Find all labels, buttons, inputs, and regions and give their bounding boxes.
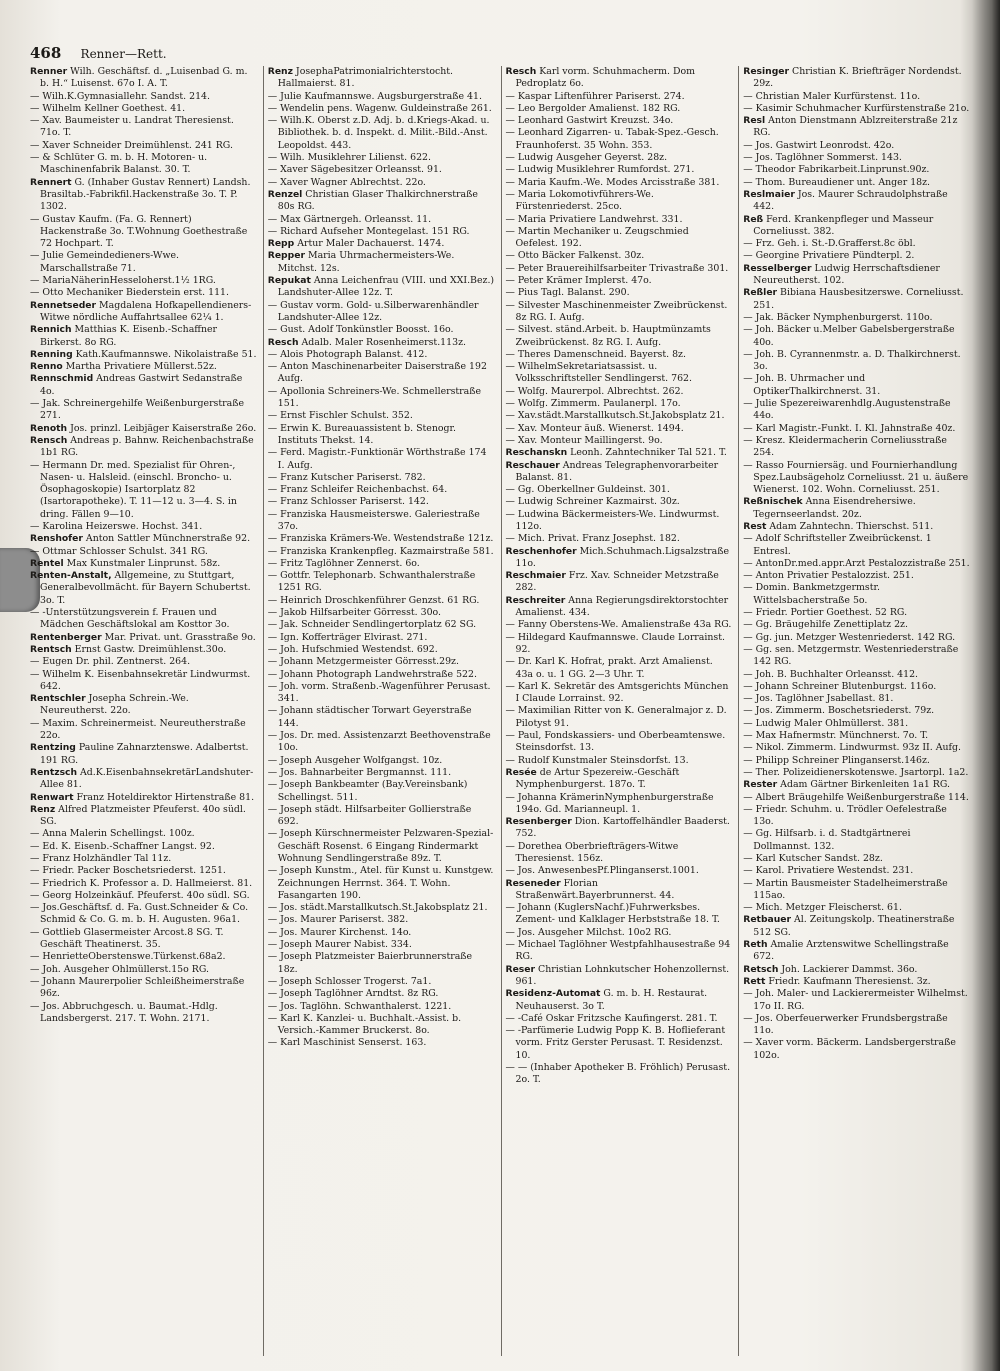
directory-entry: — Ther. Polizeidienerskotenswe. Jsartorpl. 1a2. — [743, 766, 969, 778]
directory-entry: — Hildegard Kaufmannswe. Claude Lorrainst. 92. — [505, 631, 725, 655]
directory-entry: — Fanny Oberstens-We. Amalienstraße 43a RG. — [505, 619, 732, 631]
directory-entry: — Jak. Bäcker Nymphenburgerst. 110o. — [743, 311, 933, 323]
directory-entry: Resinger Christian K. Briefträger Nordendst. 29z. — [743, 66, 962, 90]
directory-entry: — Domin. Bankmetzgermstr. Wittelsbacherstraße 5o. — [743, 582, 880, 606]
directory-entry: — Joh. Hufschmied Westendst. 692. — [267, 643, 438, 655]
directory-entry: — Jos. städt.Marstallkutsch.St.Jakobsplatz 21. — [267, 902, 488, 914]
directory-entry: — Theodor Fabrikarbeit.Linprunst.90z. — [743, 164, 930, 176]
directory-entry: — Xaver Schneider Dreimühlenst. 241 RG. — [30, 139, 233, 151]
directory-entry: — Gg. Bräugehilfe Zenettiplatz 2z. — [743, 619, 908, 631]
directory-entry: — Paul, Fondskassiers- und Oberbeamtenswe. Steinsdorfst. 13. — [505, 730, 726, 754]
directory-entry: — Ernst Fischler Schulst. 352. — [267, 410, 413, 422]
directory-entry: — Joh. B. Cyrannenmstr. a. D. Thalkirchnerst. 3o. — [743, 348, 961, 373]
directory-entry: — Apollonia Schreiners-We. Schmellerstraße 151. — [267, 385, 482, 410]
directory-entry: — Karolina Heizerswe. Hochst. 341. — [30, 520, 203, 532]
directory-entry: — Johann Photograph Landwehrstraße 522. — [267, 668, 477, 680]
directory-entry: — Joseph Ausgeher Wolfgangst. 10z. — [267, 754, 443, 766]
directory-entry: — Jos.Geschäftsf. d. Fa. Gust.Schneider & Co. Schmid & Co. G. m. b. H. Augusten. 96a1. — [30, 902, 249, 926]
directory-entry: — Leonhard Gastwirt Kreuzst. 34o. — [505, 115, 674, 127]
directory-entry: — Xav. Monteur äuß. Wienerst. 1494. — [505, 422, 684, 434]
directory-entry: — Peter Krämer Implerst. 47o. — [505, 275, 652, 287]
directory-entry: — Max Gärtnergeh. Orleansst. 11. — [267, 213, 432, 225]
column-3 — [501, 66, 733, 1356]
directory-entry: Repukat Anna Leichenfrau (VIII. und XXI.Bez.) Landshuter-Allee 12z. T. — [267, 275, 495, 299]
directory-entry: — Karl K. Kanzlei- u. Buchhalt.-Assist. b. Versich.-Kammer Bruckerst. 8o. — [267, 1012, 462, 1037]
directory-entry: — Gustav Kaufm. (Fa. G. Rennert) Hackenstraße 3o. T.Wohnung Goethestraße 72 Hochpart. T. — [30, 213, 248, 250]
directory-entry: Rett Friedr. Kaufmann Theresienst. 3z. — [743, 975, 931, 987]
directory-entry: — -Café Oskar Fritzsche Kaufingerst. 281. T. — [505, 1012, 718, 1024]
directory-entry: Reschreiter Anna Regierungsdirektorstochter Amalienst. 434. — [505, 594, 729, 619]
directory-entry: Renno Martha Privatiere Müllerst.52z. — [30, 361, 217, 373]
directory-entry: — HenrietteOberstenswe.Türkenst.68a2. — [30, 951, 226, 963]
directory-entry: — Gottfr. Telephonarb. Schwanthalerstraße 1251 RG. — [267, 570, 476, 594]
directory-entry: — Julie Kaufmannswe. Augsburgerstraße 41. — [267, 90, 482, 102]
directory-entry: — Maria Privatiere Landwehrst. 331. — [505, 213, 683, 225]
directory-entry: — Max Hafnermstr. Münchnerst. 7o. T. — [743, 730, 929, 742]
directory-entry: — Jos. Maurer Pariserst. 382. — [267, 914, 409, 926]
directory-entry: Reser Christian Lohnkutscher Hohenzollernst. 961. — [505, 963, 730, 987]
directory-entry: — Richard Aufseher Montegelast. 151 RG. — [267, 225, 470, 237]
directory-entry: Resch Adalb. Maler Rosenheimerst.113z. — [267, 336, 466, 348]
directory-entry: — Ludwig Ausgeher Geyerst. 28z. — [505, 152, 668, 164]
directory-entry: — Otto Bäcker Falkenst. 30z. — [505, 250, 645, 262]
directory-entry: — Leonhard Zigarren- u. Tabak-Spez.-Gesch. Fraunhoferst. 35 Wohn. 353. — [505, 127, 719, 151]
directory-entry: Reßler Bibiana Hausbesitzerswe. Corneliusst. 251. — [743, 287, 964, 311]
directory-entry: — Jos. Maurer Kirchenst. 14o. — [267, 926, 412, 938]
directory-entry: — Kasimir Schuhmacher Kurfürstenstraße 21o. — [743, 102, 970, 114]
directory-entry: — Silvester Maschinenmeister Zweibrückenst. 8z RG. I. Aufg. — [505, 299, 728, 323]
directory-entry: — Wilhelm Kellner Goethest. 41. — [30, 102, 186, 114]
directory-entry: — -Unterstützungsverein f. Frauen und Mädchen Geschäftslokal am Kosttor 3o. — [30, 607, 230, 631]
directory-entry: — Friedr. Portier Goethest. 52 RG. — [743, 607, 908, 619]
directory-entry: — Maxim. Schreinermeist. Neureutherstraße 22o. — [30, 717, 246, 742]
directory-entry: — Joseph Kunstm., Atel. für Kunst u. Kunstgew. Zeichnungen Herrnst. 364. T. Wohn. Fasangarten 190. — [267, 865, 494, 901]
directory-entry: — Albert Bräugehilfe Weißenburgerstraße 114. — [743, 791, 969, 803]
directory-entry: — Jos. Taglöhner Jsabellast. 81. — [743, 693, 894, 705]
directory-entry: — Franz Holzhändler Tal 11z. — [30, 853, 172, 864]
directory-entry: — Karl Magistr.-Funkt. I. Kl. Jahnstraße 40z. — [743, 422, 956, 434]
directory-entry: Rennert G. (Inhaber Gustav Rennert) Landsh. Brasiltab.-Fabrikfil.Hackenstraße 3o. T. P. 1302. — [30, 176, 251, 213]
directory-entry: — Joseph Platzmeister Baierbrunnerstraße 18z. — [267, 951, 473, 975]
directory-entry: Rest Adam Zahntechn. Thierschst. 511. — [743, 520, 934, 532]
directory-entry: — Johann Schreiner Blutenburgst. 116o. — [743, 680, 937, 692]
directory-entry: — Jakob Hilfsarbeiter Görresst. 30o. — [267, 607, 441, 619]
directory-entry: — Jos. Abbruchgesch. u. Baumat.-Hdlg. Landsbergerst. 217. T. Wohn. 2171. — [30, 1000, 218, 1024]
directory-entry: — Jos. Dr. med. Assistenzarzt Beethovenstraße 10o. — [267, 730, 491, 754]
directory-entry: — Joseph Maurer Nabist. 334. — [267, 939, 412, 951]
directory-entry: Residenz-Automat G. m. b. H. Restaurat. Neuhauserst. 3o T. — [505, 988, 708, 1012]
directory-entry: Rentzsch Ad.K.EisenbahnsekretärLandshuter-Allee 81. — [30, 766, 254, 791]
directory-entry: — Joh. B. Uhrmacher und OptikerThalkirchnerst. 31. — [743, 373, 881, 397]
directory-entry: — Anton Maschinenarbeiter Daiserstraße 192 Aufg. — [267, 361, 487, 385]
directory-entry: — Dr. Karl K. Hofrat, prakt. Arzt Amalienst. 43a o. u. 1 GG. 2—3 Uhr. T. — [505, 656, 713, 680]
directory-entry: — Dorethea Oberbriefträgers-Witwe Theresienst. 156z. — [505, 840, 679, 864]
directory-entry: Rentel Max Kunstmaler Linprunst. 58z. — [30, 557, 221, 569]
directory-entry: Reseneder Florian Straßenwärt.Bayerbrunnerst. 44. — [505, 877, 675, 901]
directory-entry: — Maximilian Ritter von K. Generalmajor z. D. Pilotyst 91. — [505, 705, 727, 729]
directory-entry: — Franz Schleifer Reichenbachst. 64. — [267, 484, 448, 496]
directory-entry: — Johann Maurerpolier Schleißheimerstraße 96z. — [30, 975, 245, 1000]
directory-entry: — Jos. Bahnarbeiter Bergmannst. 111. — [267, 766, 452, 778]
directory-entry: — Ludwina Bäckermeisters-We. Lindwurmst. 112o. — [505, 508, 720, 532]
directory-entry: Reslmaier Jos. Maurer Schraudolphstraße 442. — [743, 188, 948, 213]
directory-entry: — Wolfg. Zimmerm. Paulanerpl. 17o. — [505, 398, 681, 410]
directory-entry: — Xav. Baumeister u. Landrat Theresienst. 71o. T. — [30, 115, 234, 139]
directory-entry: — Xav. Monteur Maillingerst. 9o. — [505, 434, 663, 446]
directory-entry: — Maria Kaufm.-We. Modes Arcisstraße 381. — [505, 176, 720, 188]
directory-entry: — Gg. jun. Metzger Westenriederst. 142 RG. — [743, 631, 956, 643]
directory-entry: — Wilhelm K. Eisenbahnsekretär Lindwurmst. 642. — [30, 668, 251, 692]
directory-entry: — Jak. Schreinergehilfe Weißenburgerstraße 271. — [30, 398, 245, 422]
directory-entry: Resée de Artur Spezereiw.-Geschäft Nymphenburgerst. 187o. T. — [505, 766, 680, 791]
directory-entry: — Jos. AnwesenbesPf.Plinganserst.1001. — [505, 865, 699, 877]
directory-entry: Resenberger Dion. Kartoffelhändler Baaderst. 752. — [505, 816, 730, 840]
directory-entry: — Ludwig Musiklehrer Rumfordst. 271. — [505, 164, 695, 176]
directory-entry: — Xaver vorm. Bäckerm. Landsbergerstraße 102o. — [743, 1037, 956, 1061]
page-number: 468 — [30, 44, 62, 62]
directory-entry: — Jos. Ausgeher Milchst. 10o2 RG. — [505, 926, 672, 938]
directory-entry: — Rudolf Kunstmaler Steinsdorfst. 13. — [505, 754, 689, 766]
directory-entry: — Joh. Bäcker u.Melber Gabelsbergerstraße 40o. — [743, 324, 955, 348]
directory-entry: Reschenhofer Mich.Schuhmach.Ligsalzstraße 11o. — [505, 545, 730, 569]
directory-entry: — Xaver Sägebesitzer Orleansst. 91. — [267, 164, 442, 176]
directory-entry: — Franziska Krankenpfleg. Kazmairstraße 581. — [267, 545, 494, 557]
directory-columns — [30, 66, 970, 1356]
directory-entry: — Johann städtischer Torwart Geyerstraße 144. — [267, 705, 472, 729]
directory-entry: — Martin Mechaniker u. Zeugschmied Oefelest. 192. — [505, 225, 689, 250]
directory-entry: — Mich. Privat. Franz Josephst. 182. — [505, 533, 680, 545]
directory-entry: — Joseph Schlosser Trogerst. 7a1. — [267, 975, 432, 987]
directory-entry: Reschanskn Leonh. Zahntechniker Tal 521. T. — [505, 447, 727, 459]
directory-entry: — Rasso Fourniersäg. und Fournierhandlung Spez.Laubsägeholz Corneliusst. 21 u. äußere Wienerst. 102. Wohn. Corneliusst. 251. — [743, 459, 969, 496]
book-spine-shadow — [972, 0, 1000, 1371]
directory-entry: Reth Amalie Arztenswitwe Schellingstraße 672. — [743, 939, 949, 963]
directory-entry: — Joseph Kürschnermeister Pelzwaren-Spezial-Geschäft Rosenst. 6 Eingang Rindermarkt Wohnung Sendlingerstraße 89z. T. — [267, 828, 494, 864]
directory-entry: — Otto Mechaniker Biederstein erst. 111. — [30, 287, 230, 299]
directory-entry: — Joseph Bankbeamter (Bay.Vereinsbank) Schellingst. 511. — [267, 779, 468, 803]
directory-entry: — Johann Metzgermeister Görresst.29z. — [267, 656, 459, 668]
directory-entry: Retbauer Al. Zeitungskolp. Theatinerstraße 512 SG. — [743, 914, 955, 938]
directory-entry: — Karl Maschinist Senserst. 163. — [267, 1037, 427, 1049]
directory-entry: Repp Artur Maler Dachauerst. 1474. — [267, 238, 445, 250]
directory-entry: — Gg. sen. Metzgermstr. Westenriederstraße 142 RG. — [743, 643, 959, 668]
directory-entry: — Maria Lokomotivführers-We. Fürstenriederst. 25co. — [505, 188, 654, 213]
directory-entry: — Adolf Schriftsteller Zweibrückenst. 1 Entresl. — [743, 533, 932, 557]
directory-entry: — Johanna KrämerinNymphenburgerstraße 194o. Gd. Marianneupl. 1. — [505, 791, 714, 815]
directory-entry: — Jak. Schneider Sendlingertorplatz 62 SG. — [267, 619, 477, 631]
directory-entry: Rensch Andreas p. Bahnw. Reichenbachstraße 1b1 RG. — [30, 434, 254, 459]
directory-entry: — Wilh.K.Gymnasiallehr. Sandst. 214. — [30, 90, 210, 102]
directory-entry: Rennschmid Andreas Gastwirt Sedanstraße 4o. — [30, 373, 243, 397]
directory-entry: Renz Alfred Platzmeister Pfeuferst. 40o südl. SG. — [30, 803, 246, 828]
directory-entry: Renz JosephaPatrimonialrichterstocht. Hallmaierst. 81. — [267, 66, 454, 90]
directory-entry: — Karl Kutscher Sandst. 28z. — [743, 853, 883, 864]
directory-entry: — Gottlieb Glasermeister Arcost.8 SG. T. Geschäft Theatinerst. 35. — [30, 926, 224, 951]
directory-entry: Rentschler Josepha Schrein.-We. Neureutherst. 22o. — [30, 693, 189, 717]
directory-entry: Rentenberger Mar. Privat. unt. Grasstraße 9o. — [30, 631, 256, 643]
directory-entry: — Ludwig Schreiner Kazmairst. 30z. — [505, 496, 680, 508]
directory-entry: — Wilh.K. Oberst z.D. Adj. b. d.Kriegs-Akad. u. Bibliothek. b. d. Inspekt. d. Milit.-Bild.-Anst. Leopoldst. 443. — [267, 115, 490, 151]
directory-entry: — Martin Bausmeister Stadelheimerstraße 115ao. — [743, 877, 948, 901]
directory-entry: — Fritz Taglöhner Zennerst. 6o. — [267, 557, 420, 569]
directory-entry: — Joseph städt. Hilfsarbeiter Gollierstraße 692. — [267, 803, 472, 828]
directory-entry: — Jos. Oberfeuerwerker Frundsbergstraße 11o. — [743, 1012, 948, 1037]
directory-entry: — Jos. Gastwirt Leonrodst. 42o. — [743, 139, 895, 151]
directory-entry: — Jos. Taglöhn. Schwanthalerst. 1221. — [267, 1000, 452, 1012]
directory-entry: — Joh. vorm. Straßenb.-Wagenführer Perusast. 341. — [267, 680, 491, 705]
directory-entry: — Hermann Dr. med. Spezialist für Ohren-, Nasen- u. Halsleid. (einschl. Broncho- u. Ösophagoskopie) Isartorplatz 82 (Isartorapotheke). T. 11—12 u. 3—4. S. in dring. Fällen 9—10. — [30, 459, 237, 520]
directory-entry: Resch Karl vorm. Schuhmacherm. Dom Pedroplatz 6o. — [505, 66, 696, 90]
directory-entry: — Frz. Geh. i. St.-D.Grafferst.8c öbl. — [743, 238, 916, 250]
directory-entry: — AntonDr.med.appr.Arzt Pestalozzistraße 251. — [743, 557, 970, 569]
directory-entry: Reß Ferd. Krankenpfleger und Masseur Corneliusst. 382. — [743, 213, 934, 237]
column-1 — [30, 66, 257, 1356]
directory-entry: Reschmaier Frz. Xav. Schneider Metzstraße 282. — [505, 570, 719, 594]
directory-entry: — Philipp Schreiner Plinganserst.146z. — [743, 754, 930, 766]
directory-entry: — Friedrich K. Professor a. D. Hallmeierst. 81. — [30, 877, 253, 889]
directory-entry: — Georgine Privatiere Pündterpl. 2. — [743, 250, 915, 262]
directory-entry: — Mich. Metzger Fleischerst. 61. — [743, 902, 902, 914]
directory-entry: — Franziska Krämers-We. Westendstraße 121z. — [267, 533, 494, 545]
directory-entry: — Pius Tagl. Balanst. 290. — [505, 287, 630, 299]
directory-entry: Renning Kath.Kaufmannswe. Nikolaistraße 51. — [30, 348, 257, 360]
directory-entry: Resselberger Ludwig Herrschaftsdiener Neureutherst. 102. — [743, 262, 940, 287]
directory-entry: — Joseph Taglöhner Arndtst. 8z RG. — [267, 988, 439, 1000]
directory-entry: — Ferd. Magistr.-Funktionär Wörthstraße 174 I. Aufg. — [267, 447, 487, 471]
directory-entry: — Franz Schlosser Pariserst. 142. — [267, 496, 429, 508]
directory-entry: — — (Inhaber Apotheker B. Fröhlich) Perusast. 2o. T. — [505, 1062, 731, 1086]
directory-entry: — Joh. Ausgeher Ohlmüllerst.15o RG. — [30, 963, 209, 975]
directory-entry: — Xav.städt.Marstallkutsch.St.Jakobsplatz 21. — [505, 410, 725, 422]
page-header — [30, 44, 530, 64]
directory-entry: — Silvest. ständ.Arbeit. b. Hauptmünzamts Zweibrückenst. 8z RG. I. Aufg. — [505, 324, 711, 348]
directory-entry: — Franz Kutscher Pariserst. 782. — [267, 471, 426, 483]
directory-entry: — & Schlüter G. m. b. H. Motoren- u. Maschinenfabrik Balanst. 30. T. — [30, 152, 208, 176]
directory-entry: Renner Wilh. Geschäftsf. d. „Luisenbad G. m. b. H.“ Luisenst. 67o I. A. T. — [30, 66, 248, 90]
directory-entry: — Gust. Adolf Tonkünstler Boosst. 16o. — [267, 324, 454, 336]
directory-entry: — WilhelmSekretariatsassist. u. Volksschriftsteller Sendlingerst. 762. — [505, 361, 692, 385]
directory-entry: Retsch Joh. Lackierer Dammst. 36o. — [743, 963, 918, 975]
directory-entry: — Georg Holzeinkäuf. Pfeuferst. 40o südl. SG. — [30, 889, 250, 901]
directory-entry: — Ludwig Maler Ohlmüllerst. 381. — [743, 717, 909, 729]
directory-entry: — Friedr. Packer Boschetsriederst. 1251. — [30, 865, 226, 877]
directory-entry: Reschauer Andreas Telegraphenvorarbeiter Balanst. 81. — [505, 459, 719, 483]
directory-entry: — Theres Damenschneid. Bayerst. 8z. — [505, 348, 686, 360]
directory-entry: — Johann (KuglersNachf.)Fuhrwerksbes. Zement- und Kalklager Herbststraße 18. T. — [505, 902, 720, 926]
directory-entry: Rennetseder Magdalena Hofkapellendieners-Witwe nördliche Auffahrtsallee 62¼ 1. — [30, 299, 252, 323]
directory-entry: Resl Anton Dienstmann Ablzreiterstraße 21z RG. — [743, 115, 958, 139]
directory-entry: — Wilh. Musiklehrer Lilienst. 622. — [267, 152, 431, 164]
directory-entry: — Karl K. Sekretär des Amtsgerichts München I Claude Lorrainst. 92. — [505, 680, 729, 705]
directory-entry: Reßnischek Anna Eisendrehersiwe. Tegernseerlandst. 20z. — [743, 496, 916, 520]
directory-entry: — Joh. B. Buchhalter Orleansst. 412. — [743, 668, 919, 680]
directory-entry: — MariaNäherinHesseloherst.1½ 1RG. — [30, 275, 216, 287]
directory-entry: — Ed. K. Eisenb.-Schaffner Langst. 92. — [30, 840, 215, 852]
directory-entry: — Heinrich Droschkenführer Genzst. 61 RG. — [267, 594, 480, 606]
page-running-title: Renner—Rett. — [80, 47, 167, 61]
directory-entry: — Friedr. Schuhm. u. Trödler Oefelestraße 13o. — [743, 803, 947, 828]
directory-entry: — Jos. Zimmerm. Boschetsriederst. 79z. — [743, 705, 935, 717]
directory-entry: — Peter Brauereihilfsarbeiter Trivastraße 301. — [505, 262, 729, 274]
directory-entry: — Anna Malerin Schellingst. 100z. — [30, 828, 195, 840]
directory-entry: Renoth Jos. prinzl. Leibjäger Kaiserstraße 26o. — [30, 422, 257, 434]
directory-entry: — Jos. Taglöhner Sommerst. 143. — [743, 152, 902, 164]
directory-entry: — Kresz. Kleidermacherin Corneliusstraße 254. — [743, 434, 947, 459]
directory-entry: Rester Adam Gärtner Birkenleiten 1a1 RG. — [743, 779, 950, 791]
directory-entry: — Anton Privatier Pestalozzist. 251. — [743, 570, 914, 582]
directory-entry: — Christian Maler Kurfürstenst. 11o. — [743, 90, 921, 102]
directory-entry: — Gg. Hilfsarb. i. d. Stadtgärtnerei Dollmannst. 132. — [743, 828, 911, 852]
directory-entry: — Kaspar Liftenführer Pariserst. 274. — [505, 90, 685, 102]
directory-entry: Rentsch Ernst Gastw. Dreimühlenst.30o. — [30, 643, 227, 655]
directory-entry: — Wendelin pens. Wagenw. Guldeinstraße 261. — [267, 102, 492, 114]
directory-entry: — Erwin K. Bureauassistent b. Stenogr. Instituts Thekst. 14. — [267, 422, 456, 446]
directory-entry: Renwart Franz Hoteldirektor Hirtenstraße 81. — [30, 791, 255, 803]
directory-entry: — Eugen Dr. phil. Zentnerst. 264. — [30, 656, 191, 668]
directory-entry: Renten-Anstalt, Allgemeine, zu Stuttgart, Generalbevollmächt. für Bayern Schubertst. 3o. T. — [30, 570, 251, 606]
directory-entry: — Leo Bergolder Amalienst. 182 RG. — [505, 102, 681, 114]
directory-entry: — Xaver Wagner Ablrechtst. 22o. — [267, 176, 426, 188]
directory-entry: — Ottmar Schlosser Schulst. 341 RG. — [30, 545, 208, 557]
directory-entry: Renzel Christian Glaser Thalkirchnerstraße 80s RG. — [267, 188, 478, 213]
column-4 — [738, 66, 970, 1356]
directory-entry: — Karol. Privatiere Westendst. 231. — [743, 865, 914, 877]
directory-entry: — Julie Gemeindedieners-Wwe. Marschallstraße 71. — [30, 250, 180, 274]
directory-entry: — Franziska Hausmeisterswe. Galeriestraße 37o. — [267, 508, 480, 532]
directory-entry: — Gg. Oberkellner Guldeinst. 301. — [505, 484, 670, 496]
directory-entry: — Michael Taglöhner Westpfahlhausestraße 94 RG. — [505, 939, 731, 963]
directory-entry: — Gustav vorm. Gold- u.Silberwarenhändler Landshuter-Allee 12z. — [267, 299, 479, 323]
directory-entry: Rennich Matthias K. Eisenb.-Schaffner Birkerst. 8o RG. — [30, 324, 218, 348]
directory-entry: — Ign. Kofferträger Elvirast. 271. — [267, 631, 428, 643]
directory-entry: — Wolfg. Maurerpol. Albrechtst. 262. — [505, 385, 684, 397]
directory-entry: — Julie Spezereiwarenhdlg.Augustenstraße 44o. — [743, 398, 951, 422]
directory-entry: — Thom. Bureaudiener unt. Anger 18z. — [743, 176, 931, 188]
directory-entry: Renshofer Anton Sattler Münchnerstraße 92. — [30, 533, 251, 545]
directory-entry: — Nikol. Zimmerm. Lindwurmst. 93z II. Aufg. — [743, 742, 961, 754]
column-2 — [263, 66, 495, 1356]
directory-entry: — Joh. Maler- und Lackierermeister Wilhelmst. 17o II. RG. — [743, 988, 968, 1012]
directory-entry: — -Parfümerie Ludwig Popp K. B. Hoflieferant vorm. Fritz Gerster Perusast. T. Residenzst. 10. — [505, 1025, 726, 1061]
directory-entry: — Alois Photograph Balanst. 412. — [267, 348, 428, 360]
directory-entry: Repper Maria Uhrmachermeisters-We. Mitchst. 12s. — [267, 250, 455, 274]
directory-entry: Rentzing Pauline Zahnarztenswe. Adalbertst. 191 RG. — [30, 742, 249, 766]
